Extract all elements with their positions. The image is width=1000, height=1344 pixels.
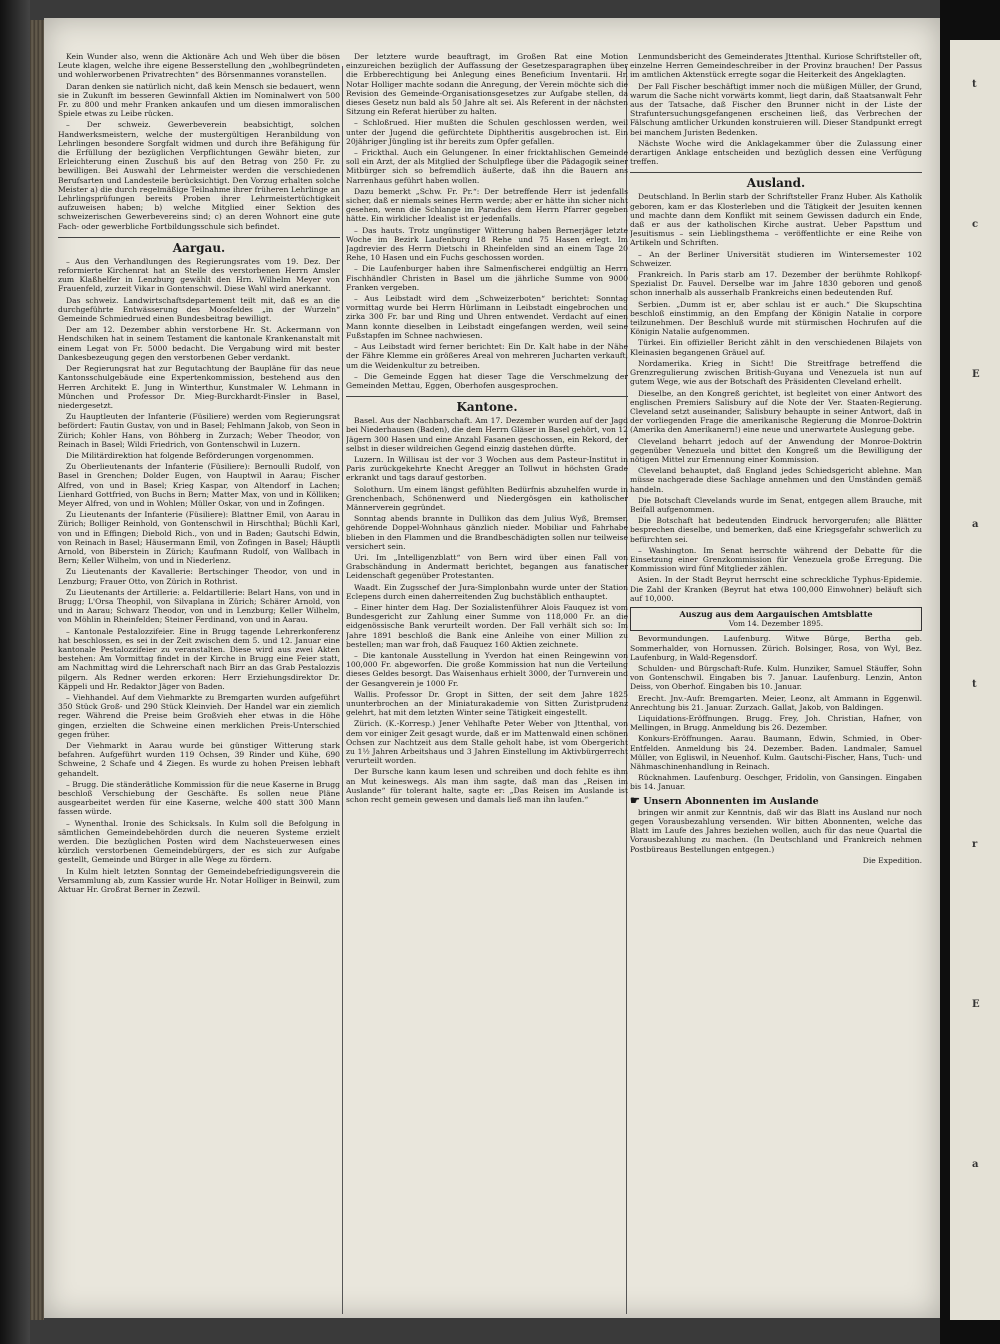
article-paragraph: Der am 12. Dezember abhin verstorbene Hr. St. Ackermann von Hendschiken hat in seinem Testament die kantonale Krankenanstalt mit einem Legat von Fr. 5000 bedacht. Die Vergabung wird mit bester Dankesbezeugung gegen den verstorbenen Geber verdankt. (58, 325, 340, 362)
column-2 (346, 52, 628, 1292)
article-paragraph: – Die Gemeinde Eggen hat dieser Tage die Verschmelzung der Gemeinden Mettau, Eggen, Oberhofen ausgesprochen. (346, 371, 628, 390)
article-paragraph: – Der schweiz. Gewerbeverein beabsichtigt, solchen Handwerksmeistern, welche der mustergültigen Heranbildung von Lehrlingen besondere Sorgfalt widmen und durch ihre Befähigung für die Erfüllung der bezüglichen Verpflichtungen Gewähr bieten, zur Erleichterung einen Zuschuß bis auf den Betrag von 250 Fr. zu bewilligen. Bei Auswahl der Lehrmeister werden die verschiedenen Berufsarten und Landesteile berücksichtigt. Den Vorzug erhalten solche Meister a) die durch regelmäßige Teilnahme ihrer früheren Lehrlinge an Lehrlingsprüfungen bereits Proben ihrer Lehrmeistertüchtigkeit aufzuweisen haben; b) welche Mitglied einer Sektion des schweizerischen Gewerbevereins sind; c) an deren Wohnort eine gute Fach- oder gewerbliche Fortbildungsschule sich befindet. (58, 120, 340, 231)
article-paragraph: Zu Lieutenants der Infanterie (Füsiliere): Blattner Emil, von Aarau in Zürich; Bolliger Reinhold, von Gontenschwil in Hirschthal; Büchli Karl, von und in Effingen; Diebold Rich., von und in Baden; Gautschi Edwin, von Reinach in Basel; Häusermann Emil, von Zofingen in Basel; Häuptli Arnold, von Biberstein in Zürich; Kaufmann Rudolf, von Wallbach in Bern; Keller Wilhelm, von und in Niederlenz. (58, 510, 340, 566)
article-paragraph: Zu Hauptleuten der Infanterie (Füsiliere) werden vom Regierungsrat befördert: Fautin Gustav, von und in Basel; Fehlmann Jakob, von Seon in Zürich; Kohler Hans, von Böhberg in Zurzach; Weber Theodor, von Reinach in Basel; Wildi Friedrich, von Gontenschwil in Luzern. (58, 412, 340, 449)
article-paragraph: – Einer hinter dem Hag. Der Sozialistenführer Alois Fauquez ist vom Bundesgericht zur Zahlung einer Summe von 118,000 Fr. an die eidgenössische Bank verurteilt worden. Der Fall verhält sich so: Im Jahre 1891 beschloß die Bank eine Anleihe von einer Million zu bestellen; man war froh, daß Fauquez 160 Aktien zeichnete. (346, 602, 628, 649)
article-paragraph: Dazu bemerkt „Schw. Fr. Pr.“: Der betreffende Herr ist jedenfalls sicher, daß er niemals seines Herrn werde; aber er hätte ihn sicher nicht gesehen, wenn die Schlange im Paradies dem Herrn Pfarrer gegeben hätte. Ein wirklicher Idealist ist er jedenfalls. (346, 186, 628, 224)
article-paragraph: Zürich. (K.-Korresp.) Jener Vehlhafte Peter Weber von Jttenthal, von dem vor einiger Zeit gesagt wurde, daß er im Mattenwald einen schönen Ochsen zur Nachtzeit aus dem Stalle geholt habe, ist vom Obergericht zu 1½ Jahren Arbeitshaus und 3 Jahren Einstellung im Aktivbürgerrecht verurteilt worden. (346, 719, 628, 766)
article-paragraph: Der letztere wurde beauftragt, im Großen Rat eine Motion einzureichen bezüglich der Auffassung der Gesetzesparagraphen über die Erbberechtigung bei Anlegung eines Beneficium Inventarii. Hr. Notar Holliger machte sodann die Anregung, der Verein möchte sich die Revision des Gemeinde-Organisationsgesetzes zur Aufgabe stellen, da dieses Gesetz nun bald als 50 Jahre alt sei. Als Referent in der nächsten Sitzung ein Referat hierüber zu halten. (346, 52, 628, 117)
article-paragraph: – Frickthal. Auch ein Gelungener. In einer fricktahlischen Gemeinde soll ein Arzt, der als Mitglied der Schulpflege über die Pädagogik seiner Mitbürger sich so befremdlich äußerte, daß ihn die Bauern ans Narrenhaus geführt haben wollen. (346, 148, 628, 185)
article-paragraph: In Kulm hielt letzten Sonntag der Gemeindebefriedigungsverein die Versammlung ab, zum Kassier wurde Hr. Notar Holliger in Beinwil, zum Aktuar Hr. Großrat Berner in Zezwil. (58, 866, 340, 895)
article-paragraph: Der Bursche kann kaum lesen und schreiben und doch fehlte es ihm an Mut keineswegs. Als man ihm sagte, daß man das „Reisen im Auslande“ für tolerant halte, sagte er: „Das Reisen im Auslande ist schon recht gemein gewesen und damals ließ man ihn laufen.“ (346, 767, 628, 805)
article-paragraph: Das schweiz. Landwirtschaftsdepartement teilt mit, daß es an die durchgeführte Entwässerung des Moosfeldes „in der Wurzeln“ Gemeinde Schmiedrued einen Bundesbeitrag bewilligt. (58, 295, 340, 324)
adjacent-page-text: c (972, 219, 979, 230)
amtsblatt-entry: Erecht. Jnv.-Aufr. Bremgarten. Meier, Leonz, alt Ammann in Eggenwil. Anrechtung bis 21. Januar. Zurzach. Gallat, Jakob, von Baldingen. (630, 693, 922, 712)
article-paragraph: Türkei. Ein offizieller Bericht zählt in den verschiedenen Bilajets von Kleinasien begangenen Gräuel auf. (630, 338, 922, 357)
amtsblatt-entry: Konkurs-Eröffnungen. Aarau. Baumann, Edwin, Schmied, in Ober-Entfelden. Anmeldung bis 24. Dezember. Baden. Landmaler, Samuel Müller, von Egliswil, in Neuenhof. Kulm. Gautschi-Fischer, Hans, Tuch- und Nähmaschinenhandlung in Reinach. (630, 734, 922, 772)
article-paragraph: Nächste Woche wird die Anklagekammer über die Zulassung einer derartigen Anklage entscheiden und bezüglich dessen eine Verfügung treffen. (630, 138, 922, 167)
pointing-hand-icon: ☛ (630, 793, 640, 807)
amtsblatt-entry: Liquidations-Eröffnungen. Brugg. Frey, Joh. Christian, Hafner, von Mellingen, in Brugg. Anmeldung bis 26. Dezember. (630, 714, 922, 733)
amtsblatt-title: Auszug aus dem Aargauischen Amtsblatte (679, 608, 873, 619)
adjacent-page-text: E (972, 369, 980, 380)
amtsblatt-entry: Bevormundungen. Laufenburg. Witwe Bürge, Bertha geb. Sommerhalder, von Hornussen. Zürich. Bolsinger, Rosa, von Wyl, Bez. Laufenburg, in Wald-Regensdorf. (630, 634, 922, 662)
article-paragraph: – Das hauts. Trotz ungünstiger Witterung haben Bernerjäger letzte Woche im Bezirk Laufenburg 18 Rehe und 75 Hasen erlegt. Im Jagdrevier des Herrn Dietschi in Rheinfelden sind an einem Tage 20 Rehe, 10 Hasen und ein Fuchs geschossen worden. (346, 225, 628, 263)
amtsblatt-date: Vom 14. Dezember 1895. (728, 619, 824, 629)
article-paragraph: – Brugg. Die ständerätliche Kommission für die neue Kaserne in Brugg beschloß Verschiebung der Geschäfte. Es sollen neue Pläne ausgearbeitet werden für eine Kaserne, welche 400 statt 300 Mann fassen würde. (58, 779, 340, 817)
book-binding-left (0, 0, 30, 1344)
adjacent-page-text: t (972, 79, 977, 90)
article-paragraph: – Die kantonale Ausstellung in Yverdon hat einen Reingewinn von 100,000 Fr. abgeworfen. Die große Kommission hat nun die Verteilung dieses Geldes besorgt. Das Waisenhaus erhielt 3000, der Turnverein und der Gesangverein je 1000 Fr. (346, 650, 628, 688)
adjacent-page-edge (950, 40, 1000, 1320)
section-heading-aargau: Aargau. (58, 237, 340, 255)
article-paragraph: – Aus Leibstadt wird dem „Schweizerboten“ berichtet: Sonntag vormittag wurde bei Herrn Hürlimann in Leibstadt eingebrochen und zirka 300 Fr. bar und Ring und Uhren entwendet. Verdacht auf einen Mann konnte dieselben in Leibstadt eingefangen werden, weil seine Fußstapfen im Schnee nachwiesen. (346, 294, 628, 340)
column-1 (58, 52, 340, 1292)
article-paragraph: Serbien. „Dumm ist er, aber schlau ist er auch.“ Die Skupschtina beschloß einstimmig, an den Empfang der Königin Natalie in corpore teilzunehmen. Der Beschluß wurde mit stürmischen Hochrufen auf die Königin Natalie aufgenommen. (630, 299, 922, 337)
abonnenten-heading (630, 793, 922, 807)
expedition-signature: Die Expedition. (862, 855, 922, 865)
article-paragraph: Uri. Im „Intelligenzblatt“ von Bern wird über einen Fall von Grabschändung in Andermatt berichtet, begangen aus fanatischer Leidenschaft gegenüber Protestanten. (346, 552, 628, 581)
article-paragraph: Dieselbe, an den Kongreß gerichtet, ist begleitet von einer Antwort des englischen Premiers Salisbury auf die Note der Ver. Staaten-Regierung. Cleveland setzt auseinander, Salisbury behaupte in seiner Antwort, daß in der vorliegenden Frage die amerikanische Regierung die Monroe-Doktrin (Amerika den Amerikanern!) eine neue und unerwartete Auslegung gebe. (630, 388, 922, 435)
article-paragraph: – Die Laufenburger haben ihre Salmenfischerei endgültig an Herrn Fischhändler Christen in Basel um die jährliche Summe von 9000 Franken vergeben. (346, 264, 628, 292)
article-paragraph: Der Fall Fischer beschäftigt immer noch die müßigen Müller, der Grund, warum die Sache nicht vorwärts kommt, liegt darin, daß Staatsanwalt Fehr aus der Tatsache, daß Fischer den Brunner nicht in der Liste der Strafuntersuchungsgefangenen erscheinen ließ, das Verbrechen der Fälschung amtlicher Urkunden konstruieren will. Dieser Standpunkt erregt bei manchem Juristen Bedenken. (630, 81, 922, 137)
article-paragraph: Cleveland beharrt jedoch auf der Anwendung der Monroe-Doktrin gegenüber Venezuela und bittet den Kongreß um die Bewilligung der nötigen Mittel zur Ernennung einer Kommission. (630, 436, 922, 464)
article-paragraph: Frankreich. In Paris starb am 17. Dezember der berühmte Rohlkopf-Spezialist Dr. Fauvel. Derselbe war im Jahre 1830 geboren und genoß schon innerhalb als ausserhalb Frankreichs einen bedeutenden Ruf. (630, 270, 922, 298)
article-paragraph: Sonntag abends brannte in Dullikon das dem Julius Wyß, Bremser, gehörende Doppel-Wohnhaus gänzlich nieder. Mobiliar und Fahrhabe blieben in den Flammen und die Brandbeschädigten sollen nur teilweise versichert sein. (346, 514, 628, 551)
adjacent-page-text: E (972, 999, 980, 1010)
article-paragraph: Basel. Aus der Nachbarschaft. Am 17. Dezember wurden auf der Jagd bei Niederhausen (Baden), die dem Herrn Gläser in Basel gehört, von 12 Jägern 300 Hasen und eine Anzahl Fasanen geschossen, ein Rekord, der selbst in dieser wildreichen Gegend einzig dastehen dürfte. (346, 416, 628, 453)
article-paragraph: – Viehhandel. Auf dem Viehmarkte zu Bremgarten wurden aufgeführt 350 Stück Groß- und 290 Stück Kleinvieh. Der Handel war ein ziemlich reger. Während die Preise beim Großvieh eher etwas in die Höhe gingen, erzielten die Schweine einen merklichen Preis-Unterschied gegen früher. (58, 693, 340, 739)
amtsblatt-box (630, 607, 922, 631)
adjacent-page-text: a (972, 519, 979, 530)
article-paragraph: Luzern. In Willisau ist der vor 3 Wochen aus dem Pasteur-Institut in Paris zurückgekehrte Knecht Aregger an Tollwut in höchsten Grade erkrankt und tags darauf gestorben. (346, 454, 628, 483)
article-paragraph: Waadt. Ein Zugsschef der Jura-Simplonbahn wurde unter der Station Eclepens durch einen daherreitenden Zug buchstäblich enthauptet. (346, 582, 628, 601)
article-paragraph: – Aus den Verhandlungen des Regierungsrates vom 19. Dez. Der reformierte Kirchenrat hat an Stelle des verstorbenen Herrn Amsler zum Klaßhelfer in Lenzburg gewählt den Hrn. Wilhelm Meyer von Frauenfeld, zurzeit Vikar in Gontenschwil. Diese Wahl wird anerkannt. (58, 256, 340, 294)
abonnenten-text: bringen wir anmit zur Kenntnis, daß wir das Blatt ins Ausland nur noch gegen Vorausbezahlung versenden. Wir bitten Abonnenten, welche das Blatt im Laufe des Jahres beziehen wollen, auch für das neue Quartal die Vorausbezahlung zu machen. (In Deutschland und Frankreich nehmen Postbüreaus Bestellungen entgegen.) (630, 807, 922, 854)
article-paragraph: Die Botschaft Clevelands wurde im Senat, entgegen allem Brauche, mit Beifall aufgenommen. (630, 495, 922, 514)
article-paragraph: Lenmundsbericht des Gemeinderates Jttenthal. Kuriose Schriftsteller oft, einzelne Herren Gemeindeschreiber in der Provinz brauchen! Der Passus im amtlichen Aktenstück erregte sogar die Heiterkeit des Angeklagten. (630, 52, 922, 80)
article-paragraph: – Wynenthal. Ironie des Schicksals. In Kulm soll die Befolgung in sämtlichen Gemeindebehörden durch die neueren Systeme erzielt werden. Die bezüglichen Posten wird dem Nachsteuerwesen eines kürzlich verstorbenen Gemeindebürgers, der es sich zur Aufgabe gestellt, Gemeinde und Bürger in alle Wege zu fördern. (58, 818, 340, 865)
article-paragraph: Zu Lieutenants der Kavallerie: Bertschinger Theodor, von und in Lenzburg; Frauer Otto, von Zürich in Rothrist. (58, 567, 340, 586)
article-paragraph: Der Regierungsrat hat zur Begutachtung der Baupläne für das neue Kantonsschulgebäude eine Expertenkommission, bestehend aus den Herren Architekt E. Jung in Winterthur, Kunstmaler W. Lehmann in München und Professor Dr. Mieg-Burckhardt-Finsler in Basel, niedergesetzt. (58, 364, 340, 410)
section-heading-ausland: Ausland. (630, 172, 922, 190)
article-paragraph: Zu Lieutenants der Artillerie: a. Feldartillerie: Belart Hans, von und in Brugg; L'Orsa Theophil, von Silvaplana in Zürich; Schärer Arnold, von und in Aarau; Schwarz Theodor, von und in Lenzburg; Keller Wilhelm, von Möhlin in Rheinfelden; Steiner Ferdinand, von und in Aarau. (58, 587, 340, 625)
article-paragraph: – An der Berliner Universität studieren im Wintersemester 102 Schweizer. (630, 249, 922, 268)
article-paragraph: – Kantonale Pestalozzifeier. Eine in Brugg tagende Lehrerkonferenz hat beschlossen, es sei in der Zeit zwischen dem 5. und 12. Januar eine kantonale Pestalozzifeier zu veranstalten. Diese wird aus zwei Akten bestehen: Am Vormittag findet in der Kirche in Brugg eine Feier statt, am Nachmittag wird die Lehrerschaft nach Birr an das Grab Pestalozzis pilgern. Als Redner werden erkoren: Herr Erziehungsdirektor Dr. Käppeli und Hr. Redaktor Jäger von Baden. (58, 626, 340, 691)
article-paragraph: Daran denken sie natürlich nicht, daß kein Mensch sie bedauert, wenn sie in Zukunft im besseren Gewinnfall Aktien im Nominalwert von 500 Fr. zu 800 und mehr Franken ankaufen und um diesen immoralischen Spiele etwas zu Leibe rücken. (58, 81, 340, 119)
adjacent-page-text: r (972, 839, 978, 850)
article-paragraph: Wallis. Professor Dr. Gropt in Sitten, der seit dem Jahre 1825 ununterbrochen an der Miniaturakademie von Sitten Zuristprudenz gelehrt, hat mit dem letzten Winter seine Tätigkeit eingestellt. (346, 689, 628, 718)
column-3 (630, 52, 922, 1292)
adjacent-page-text: a (972, 1159, 979, 1170)
article-paragraph: – Washington. Im Senat herrschte während der Debatte für die Einsetzung einer Grenzkommission für Venezuela große Erregung. Die Kommission wird fünf Mitglieder zählen. (630, 545, 922, 574)
article-paragraph: Der Viehmarkt in Aarau wurde bei günstiger Witterung stark befahren. Aufgeführt wurden 119 Ochsen, 39 Rinder und Kühe, 690 Schweine, 2 Schafe und 4 Ziegen. Es wurde zu hohen Preisen lebhaft gehandelt. (58, 741, 340, 778)
section-heading-kantone: Kantone. (346, 396, 628, 414)
article-paragraph: Cleveland behauptet, daß England jedes Schiedsgericht ablehne. Man müsse nachgerade diese Sachlage annehmen und den Umständen gemäß handeln. (630, 466, 922, 494)
article-paragraph: – Schloßrued. Hier mußten die Schulen geschlossen werden, weil unter der Jugend die gefürchtete Diphtheritis ausgebrochen ist. Ein 20jähriger Jüngling ist ihr bereits zum Opfer gefallen. (346, 118, 628, 146)
article-paragraph: Solothurn. Um einem längst gefühlten Bedürfnis abzuhelfen wurde in Grenchenbach, Schönenwerd und Niedergösgen ein katholischer Männerverein gegründet. (346, 484, 628, 512)
article-paragraph: Deutschland. In Berlin starb der Schriftsteller Franz Huber. Als Katholik geboren, kam er das Klosterleben und die Tätigkeit der Jesuiten kennen und machte dann dem Konflikt mit seinem Gewissen dadurch ein Ende, daß er aus der katholischen Kirche austrat. Ueber Papsttum und Jesuitismus – sein Lieblingsthema – veröffentlichte er eine Reihe von Artikeln und Schriften. (630, 192, 922, 248)
article-paragraph: Die Botschaft hat bedeutenden Eindruck hervorgerufen; alle Blätter besprechen dieselbe, und bemerken, daß eine Kriegsgefahr schwerlich zu befürchten sei. (630, 516, 922, 544)
amtsblatt-entry: Rücknahmen. Laufenburg. Oeschger, Fridolin, von Gansingen. Eingaben bis 14. Januar. (630, 773, 922, 792)
article-paragraph: – Aus Leibstadt wird ferner berichtet: Ein Dr. Kalt habe in der Nähe der Fähre Klemme ein größeres Areal von mehreren Jucharten verkauft, um die Weidenkultur zu betreiben. (346, 342, 628, 370)
book-spine-texture (30, 20, 44, 1320)
article-paragraph: Zu Oberlieutenants der Infanterie (Füsiliere): Bernoulli Rudolf, von Basel in Grenchen; Dolder Eugen, von Hauptwil in Aarau; Fischer Alfred, von und in Basel; Krieg Kaspar, von Altendorf in Lachen; Lienhard Gottfried, von Buchs in Bern; Matter Max, von und in Kölliken; Meyer Alfred, von und in Wohlen; Müller Oskar, von und in Zofingen. (58, 462, 340, 508)
article-paragraph: Asien. In der Stadt Beyrut herrscht eine schreckliche Typhus-Epidemie. Die Zahl der Kranken (Beyrut hat etwa 100,000 Einwohner) beläuft sich auf 10,000. (630, 575, 922, 603)
amtsblatt-entry: Schulden- und Bürgschaft-Rufe. Kulm. Hunziker, Samuel Stäuffer, Sohn von Gontenschwil. Eingaben bis 7. Januar. Laufenburg. Lenzin, Anton Deiss, von Oberhof. Eingaben bis 10. Januar. (630, 663, 922, 692)
article-paragraph: Kein Wunder also, wenn die Aktionäre Ach und Weh über die bösen Leute klagen, welche ihre eigene Besserstellung den „wohlbegründeten und wohlerworbenen Privatrechten“ des Börsenmannes voranstellen. (58, 52, 340, 80)
column-rule (342, 66, 343, 1314)
article-paragraph: Nordamerika. Krieg in Sicht! Die Streitfrage betreffend die Grenzregulierung zwischen British-Guyana und Venezuela ist nun auf gutem Wege, wie aus der Botschaft des Präsidenten Cleveland erhellt. (630, 358, 922, 387)
article-paragraph: Die Militärdirektion hat folgende Beförderungen vorgenommen. (66, 450, 314, 460)
adjacent-page-text: t (972, 679, 977, 690)
abonnenten-title: Unsern Abonnenten im Auslande (643, 795, 819, 807)
